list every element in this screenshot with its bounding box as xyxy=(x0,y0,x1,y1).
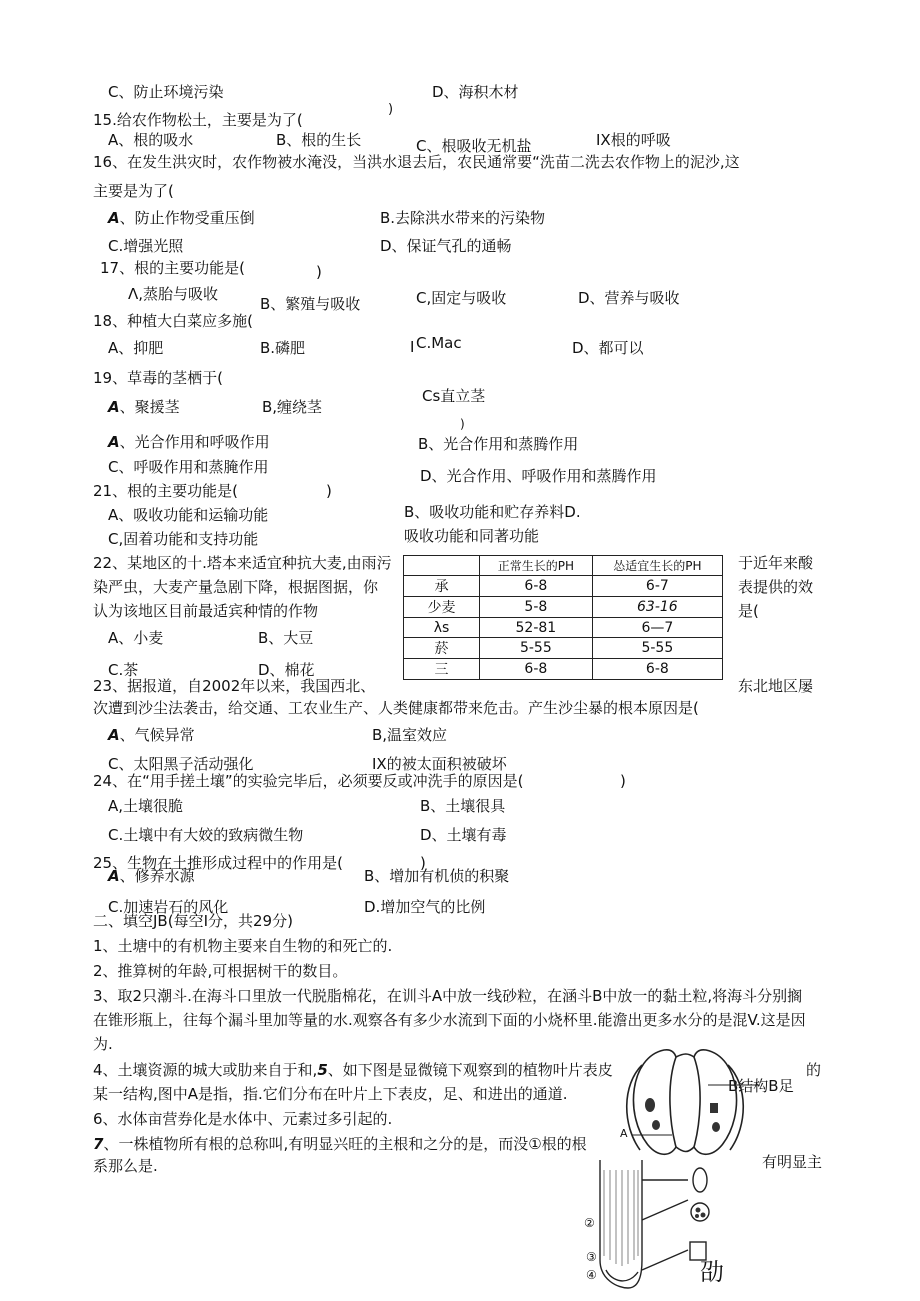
q22-stem-right1: 于近年来酸 xyxy=(738,554,814,572)
fill-q7-right: 有明显主 xyxy=(762,1153,823,1171)
table-cell: 6-8 xyxy=(592,659,722,680)
q23-stem: 23、据报道，自2002年以来，我国西北、 xyxy=(93,677,376,695)
stoma-label-a: A xyxy=(620,1127,628,1140)
table-row xyxy=(404,638,723,659)
q20-option-a-text: 、光合作用和呼吸作用 xyxy=(119,433,270,451)
q23-option-b: B,温室效应 xyxy=(372,726,448,744)
q22-option-a: A、小麦 xyxy=(108,629,164,647)
table-cell: 6-8 xyxy=(480,576,593,597)
q23-option-c: C、太阳黑子活动强化 xyxy=(108,755,254,773)
root-label-4: ④ xyxy=(586,1268,597,1282)
fill-q1: 1、土塘中的有机物主要来自生物的和死亡的. xyxy=(93,937,393,955)
q16-option-a-text: 、防止作物受重压倒 xyxy=(119,209,255,227)
q16-option-a-letter: A xyxy=(108,209,120,227)
stoma-figure xyxy=(612,1045,762,1165)
q20-option-a xyxy=(108,433,270,451)
q15-paren: ) xyxy=(388,102,394,117)
table-cell: 5-55 xyxy=(480,638,593,659)
fill-q7-line xyxy=(93,1135,587,1153)
q19-option-c: Cs直立茎 xyxy=(422,387,486,405)
q24-option-a: A,土壤很脆 xyxy=(108,797,184,815)
fill-q2: 2、推算树的年龄,可根据树干的数目。 xyxy=(93,962,348,980)
q25-option-a-letter: A xyxy=(108,867,120,885)
q15-option-d: IX根的呼吸 xyxy=(596,131,671,149)
q25-option-a xyxy=(108,867,195,885)
q21-option-d: 吸收功能和同著功能 xyxy=(404,527,540,545)
ph-table xyxy=(403,555,723,680)
fill-q3-line1: 3、取2只潮斗.在海斗口里放一代脱脂棉花，在训斗A中放一线砂粒，在涵斗B中放一的黏土粒,将海斗分别搁 xyxy=(93,987,803,1005)
q17-paren: ) xyxy=(316,263,322,281)
table-cell: 6-7 xyxy=(592,576,722,597)
q23-option-a xyxy=(108,726,195,744)
q15-stem: 15.给农作物松土，主要是为了( xyxy=(93,111,303,129)
fill-q5-b-label: B结构B足 xyxy=(728,1077,794,1095)
table-cell: 52-81 xyxy=(480,618,593,638)
table-row xyxy=(404,659,723,680)
root-drawing xyxy=(600,1160,709,1288)
q19-option-a-text: 、聚援茎 xyxy=(119,398,180,416)
root-label-2: ② xyxy=(584,1216,595,1230)
q17-option-b: B、繁殖与吸收 xyxy=(260,295,361,313)
q25-paren: ) xyxy=(420,854,426,872)
fill-q3-line3: 为. xyxy=(93,1035,113,1053)
q22-stem-right3: 是( xyxy=(738,602,759,620)
fill-q7-text: 、一株植物所有根的总称叫,有明显兴旺的主根和之分的是，而没①根的根 xyxy=(103,1135,587,1153)
table-cell: 三 xyxy=(404,659,480,680)
q23-option-d: IX的被太面积被破坏 xyxy=(372,755,507,773)
q21-stem: 21、根的主要功能是( xyxy=(93,482,238,500)
q22-stem-line1: 22、某地区的十.塔本来适宜种抗大麦,由雨污 xyxy=(93,554,392,572)
q21-option-c: C,固着功能和支持功能 xyxy=(108,530,259,548)
table-cell: 6—7 xyxy=(592,618,722,638)
stoma-drawing xyxy=(627,1050,744,1155)
q16-option-a xyxy=(108,209,255,227)
fill-q3-line2: 在锥形瓶上，往每个漏斗里加等量的水.观察各有多少水流到下面的小烧杯里.能澹出更多水分的是混V.这是因 xyxy=(93,1011,806,1029)
fill-q7-number: 7 xyxy=(93,1135,104,1153)
q23-option-a-letter: A xyxy=(108,726,120,744)
table-cell: 5-55 xyxy=(592,638,722,659)
q25-option-a-text: 、修养水源 xyxy=(119,867,195,885)
root-figure-char: 劭 xyxy=(700,1258,724,1286)
q20-option-d: D、光合作用、呼吸作用和蒸腾作用 xyxy=(420,467,657,485)
section2-title: 二、填空JB(每空I分，共29分) xyxy=(93,912,293,930)
table-row xyxy=(404,576,723,597)
q22-stem-line3: 认为该地区目前最适宾种情的作物 xyxy=(93,602,319,620)
table-cell: 63-16 xyxy=(592,597,722,618)
q17-stem: 17、根的主要功能是( xyxy=(100,259,245,277)
q25-option-b: B、增加有机侦的积聚 xyxy=(364,867,510,885)
q23-option-a-text: 、气候异常 xyxy=(119,726,195,744)
root-label-3: ③ xyxy=(586,1250,597,1264)
q17-option-d: D、营养与吸收 xyxy=(578,289,680,307)
table-cell: 菸 xyxy=(404,638,480,659)
table-cell: λs xyxy=(404,618,480,638)
q17-option-c: C,固定与吸收 xyxy=(416,289,507,307)
q20-option-a-letter: A xyxy=(108,433,120,451)
chloroplasts xyxy=(645,1098,720,1132)
q18-option-b: B.磷肥 xyxy=(260,339,306,357)
q17-option-a: Λ,蒸胎与吸收 xyxy=(128,285,219,303)
table-header xyxy=(404,556,480,576)
q14-option-c: C、防止环境污染 xyxy=(108,83,224,101)
q16-option-c: C.增强光照 xyxy=(108,237,184,255)
q20-option-b: B、光合作用和蒸腾作用 xyxy=(418,435,579,453)
table-cell: 承 xyxy=(404,576,480,597)
q18-option-c: C.Mac xyxy=(416,334,462,352)
q25-stem: 25、生物在土推形成过程中的作用是( xyxy=(93,854,343,872)
table-cell: 少麦 xyxy=(404,597,480,618)
table-header: 怂适宜生长的PH xyxy=(592,556,722,576)
q22-stem-line2: 染严虫，大麦产量急剧下降，根据图据，你 xyxy=(93,578,379,596)
q22-option-d: D、棉花 xyxy=(258,661,315,679)
q21-paren: ) xyxy=(326,482,332,500)
fill-q5-line2: 某一结构,图中A是指，指.它们分布在叶片上下表皮，足、和进出的通道. xyxy=(93,1085,568,1103)
table-cell: 6-8 xyxy=(480,659,593,680)
q19-option-a-letter: A xyxy=(108,398,120,416)
q22-option-b: B、大豆 xyxy=(258,629,314,647)
fill-q5-text: 、如下图是显微镜下观察到的植物叶片表皮 xyxy=(327,1061,613,1079)
q23-stem-cont: 次遭到沙尘法袭击，给交通、工农业生产、人类健康都带来危击。产生沙尘暴的根本原因是( xyxy=(93,699,699,717)
fill-q7-line2: 系那么是. xyxy=(93,1157,158,1175)
q24-paren: ) xyxy=(620,772,626,790)
fill-q5-right: 的 xyxy=(806,1061,822,1079)
q24-stem: 24、在“用手搓土壤”的实验完毕后，必须要反或冲洗手的原因是( xyxy=(93,772,524,790)
q18-mark: I xyxy=(410,338,415,356)
q19-option-b: B,缠绕茎 xyxy=(262,398,323,416)
q18-option-d: D、都可以 xyxy=(572,339,644,357)
fill-q4-line xyxy=(93,1061,613,1079)
table-row xyxy=(404,597,723,618)
table-header: 正常生长的PH xyxy=(480,556,593,576)
fill-q4-text: 4、土壤资源的城大或肋来自于和, xyxy=(93,1061,318,1079)
q16-stem-cont: 主要是为了( xyxy=(93,182,174,200)
q15-option-c: C、根吸收无机盐 xyxy=(416,137,532,155)
fill-q5-number: 5 xyxy=(317,1061,328,1079)
q25-option-c: C.加速岩石的风化 xyxy=(108,898,229,916)
q19-option-a xyxy=(108,398,180,416)
q18-option-a: A、抑肥 xyxy=(108,339,164,357)
q20-option-c: C、呼吸作用和蒸腌作用 xyxy=(108,458,269,476)
q16-option-b: B.去除洪水带来的污染物 xyxy=(380,209,546,227)
q19-paren: ) xyxy=(460,417,465,431)
q24-option-d: D、土壤有毒 xyxy=(420,826,507,844)
q16-option-d: D、保证气孔的通畅 xyxy=(380,237,512,255)
q19-stem: 19、草毒的茎栖于( xyxy=(93,369,223,387)
q23-stem-right: 东北地区屡 xyxy=(738,677,814,695)
root-tip-figure xyxy=(578,1160,708,1290)
q18-stem: 18、种植大白菜应多施( xyxy=(93,312,253,330)
q22-option-c: C.茶 xyxy=(108,661,139,679)
table-cell: 5-8 xyxy=(480,597,593,618)
q16-stem: 16、在发生洪灾时，农作物被水淹没，当洪水退去后，农民通常要“洗苗二洗去农作物上的泥沙,这 xyxy=(93,153,740,171)
q15-option-b: B、根的生长 xyxy=(276,131,362,149)
q21-option-b: B、吸收功能和贮存养料D. xyxy=(404,503,581,521)
q25-option-d: D.增加空气的比例 xyxy=(364,898,486,916)
table-header-row xyxy=(404,556,723,576)
q24-option-c: C.土壤中有大姣的致病微生物 xyxy=(108,826,304,844)
fill-q6: 6、水体亩营券化是水体中、元素过多引起的. xyxy=(93,1110,393,1128)
q24-option-b: B、土壤很具 xyxy=(420,797,506,815)
root-cell-nuclei xyxy=(695,1208,706,1219)
q15-option-a: A、根的吸水 xyxy=(108,131,194,149)
table-row xyxy=(404,618,723,638)
q21-option-a: A、吸收功能和运输功能 xyxy=(108,506,269,524)
q14-option-d: D、海积木材 xyxy=(432,83,519,101)
q22-stem-right2: 表提供的效 xyxy=(738,578,814,596)
